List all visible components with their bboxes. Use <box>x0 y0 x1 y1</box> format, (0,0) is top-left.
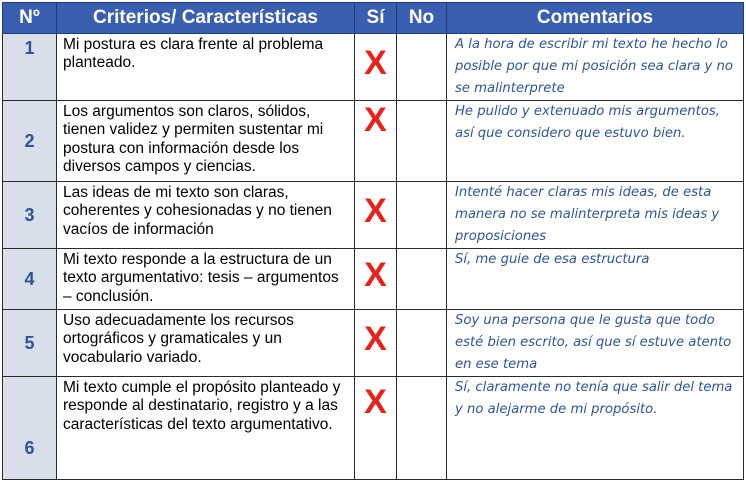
criterion-text: Uso adecuadamente los recursos ortográficos y gramaticales y un vocabulario variado. <box>57 310 355 377</box>
criterion-text: Mi texto responde a la estructura de un texto argumentativo: tesis – argumentos – conclusión. <box>57 249 355 310</box>
comment-text: A la hora de escribir mi texto he hecho lo posible por que mi posición sea clara y no se malinterprete <box>447 34 744 101</box>
row-number: 6 <box>3 377 57 480</box>
criterion-text: Mi postura es clara frente al problema planteado. <box>57 34 355 101</box>
comment-text: Intenté hacer claras mis ideas, de esta manera no se malinterpreta mis ideas y proposiciones <box>447 182 744 249</box>
table-row <box>3 249 744 310</box>
x-mark-icon: X <box>364 101 387 139</box>
yes-cell <box>355 182 397 249</box>
header-no: No <box>397 3 447 34</box>
header-criteria: Criterios/ Características <box>57 3 355 34</box>
no-cell <box>397 101 447 182</box>
no-cell <box>397 310 447 377</box>
yes-cell <box>355 249 397 310</box>
header-row <box>3 3 744 34</box>
table-row <box>3 310 744 377</box>
yes-cell <box>355 377 397 480</box>
yes-cell <box>355 101 397 182</box>
header-number: Nº <box>3 3 57 34</box>
row-number: 1 <box>3 34 57 101</box>
row-number: 5 <box>3 310 57 377</box>
row-number: 2 <box>3 101 57 182</box>
no-cell <box>397 249 447 310</box>
comment-text: Soy una persona que le gusta que todo esté bien escrito, así que sí estuve atento en ese tema <box>447 310 744 377</box>
x-mark-icon: X <box>364 383 387 421</box>
x-mark-icon: X <box>364 255 387 294</box>
header-comments: Comentarios <box>447 3 744 34</box>
header-yes: Sí <box>355 3 397 34</box>
comment-text: Sí, me guie de esa estructura <box>447 249 744 310</box>
table-row <box>3 34 744 101</box>
x-mark-icon: X <box>364 319 387 358</box>
criterion-text: Mi texto cumple el propósito planteado y responde al destinatario, registro y a las características del texto argumentativo. <box>57 377 355 480</box>
table-row <box>3 377 744 480</box>
no-cell <box>397 182 447 249</box>
x-mark-icon: X <box>364 191 387 230</box>
table-row <box>3 182 744 249</box>
no-cell <box>397 34 447 101</box>
yes-cell <box>355 310 397 377</box>
x-mark-icon: X <box>364 43 387 82</box>
comment-text: He pulido y extenuado mis argumentos, así que considero que estuvo bien. <box>447 101 744 182</box>
self-assessment-table <box>2 2 744 480</box>
comment-text: Sí, claramente no tenía que salir del tema y no alejarme de mi propósito. <box>447 377 744 480</box>
no-cell <box>397 377 447 480</box>
row-number: 3 <box>3 182 57 249</box>
criterion-text: Las ideas de mi texto son claras, coherentes y cohesionadas y no tienen vacíos de información <box>57 182 355 249</box>
criterion-text: Los argumentos son claros, sólidos, tienen validez y permiten sustentar mi postura con información desde los diversos campos y ciencias. <box>57 101 355 182</box>
table-row <box>3 101 744 182</box>
row-number: 4 <box>3 249 57 310</box>
yes-cell <box>355 34 397 101</box>
